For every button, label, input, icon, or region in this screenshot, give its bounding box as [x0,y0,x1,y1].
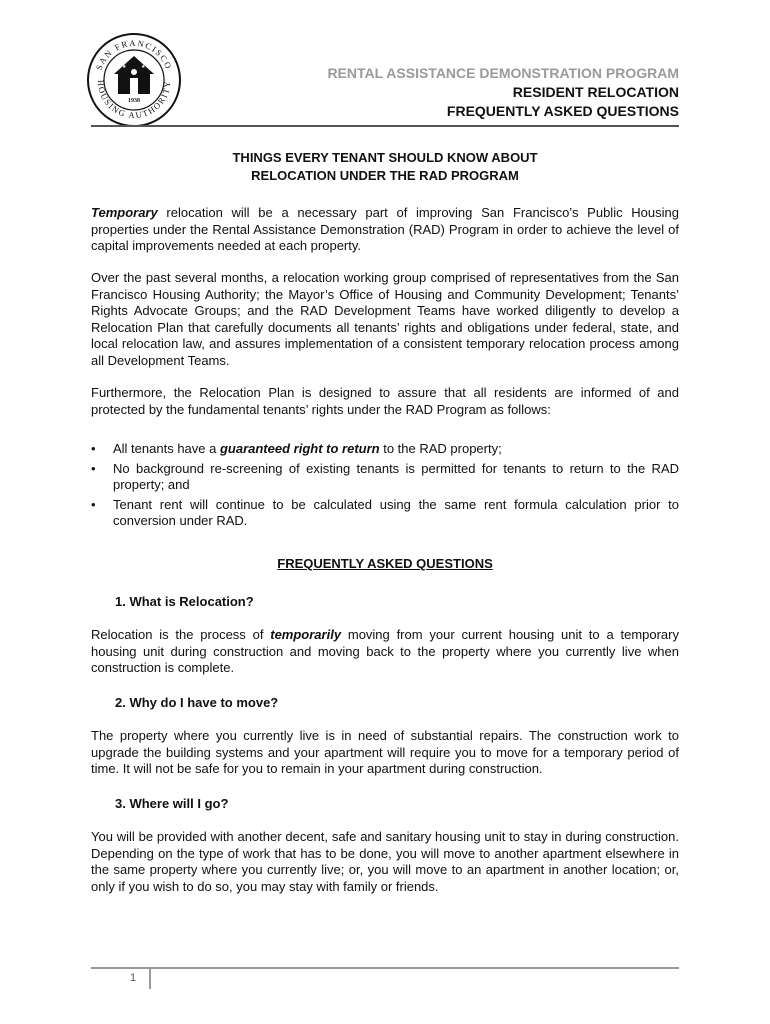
program-title: RENTAL ASSISTANCE DEMONSTRATION PROGRAM [327,65,679,81]
footer-divider [91,967,679,969]
question-2: 2. Why do I have to move? [115,695,279,710]
svg-text:★: ★ [122,64,127,70]
page-title [91,149,679,185]
list-item: • No background re-screening of existing tenants is permitted for tenants to return to the RAD property; and [91,460,679,493]
list-item: • All tenants have a guaranteed right to return to the RAD property; [91,441,502,456]
doc-subtitle: FREQUENTLY ASKED QUESTIONS [446,103,679,119]
answer-2: The property where you currently live is in need of substantial repairs. The construction work to upgrade the building systems and your apartment will require you to move for a temporary period of time. It will not be safe for you to remain in your apartment during construction. [91,728,679,777]
intro-paragraph-2: Over the past several months, a relocation working group comprised of representatives from the San Francisco Housing Authority; the Mayor’s Office of Housing and Community Development; Tenants’ Rights Advocate Groups; and the RAD Development Teams have worked diligently to develop a Relocation Plan that carefully documents all tenants’ rights and obligations under federal, state, and local relocation law, and assures implementation of a consistent temporary relocation process among all Development Teams. [91,270,679,368]
title-line-1: THINGS EVERY TENANT SHOULD KNOW ABOUT [232,150,538,165]
faq-heading: FREQUENTLY ASKED QUESTIONS [277,556,493,571]
page-number-bar [149,967,151,989]
title-line-2: RELOCATION UNDER THE RAD PROGRAM [251,168,519,183]
bullet-icon: • [91,496,96,512]
question-1: 1. What is Relocation? [115,594,254,609]
seal-bottom-text: HOUSING AUTHORITY [95,79,173,121]
seal-top-text: SAN FRANCISCO [93,37,175,72]
housing-authority-seal [86,32,182,128]
seal-year: 1938 [128,98,140,104]
bullet-icon: • [91,441,96,456]
emphasis-temporarily: temporarily [270,627,342,642]
svg-text:★: ★ [141,64,146,70]
section-title: RESIDENT RELOCATION [512,84,679,100]
bullet-icon: • [91,460,96,476]
question-3: 3. Where will I go? [115,796,229,811]
emphasis-temporary: Temporary [91,205,158,220]
answer-1: Relocation is the process of temporarily moving from your current housing unit to a temporary housing unit during construction and moving back to the property where you currently live when construction is complete. [91,627,679,676]
emphasis-right-to-return: guaranteed right to return [219,441,380,456]
page-number: 1 [130,972,137,984]
document-header [327,64,679,121]
rights-list [91,441,679,533]
header-divider [91,125,679,127]
house-icon [114,56,154,94]
list-item: • Tenant rent will continue to be calculated using the same rent formula calculation prior to conversion under RAD. [91,496,679,529]
intro-paragraph-1-text: relocation will be a necessary part of improving San Francisco’s Public Housing properties under the Rental Assistance Demonstration (RAD) Program in order to achieve the level of capital improvements needed at each property. [91,205,679,254]
answer-3: You will be provided with another decent, safe and sanitary housing unit to stay in during construction. Depending on the type of work that has to be done, you will move to another apartment elsewhere in the same property where you currently live; or, you will move to an apartment in another location; or, only if you wish to do so, you may stay with family or friends. [91,829,679,894]
intro-paragraph-1 [91,205,679,255]
intro-paragraph-3: Furthermore, the Relocation Plan is designed to assure that all residents are informed of and protected by the fundamental tenants’ rights under the RAD Program as follows: [91,385,679,417]
